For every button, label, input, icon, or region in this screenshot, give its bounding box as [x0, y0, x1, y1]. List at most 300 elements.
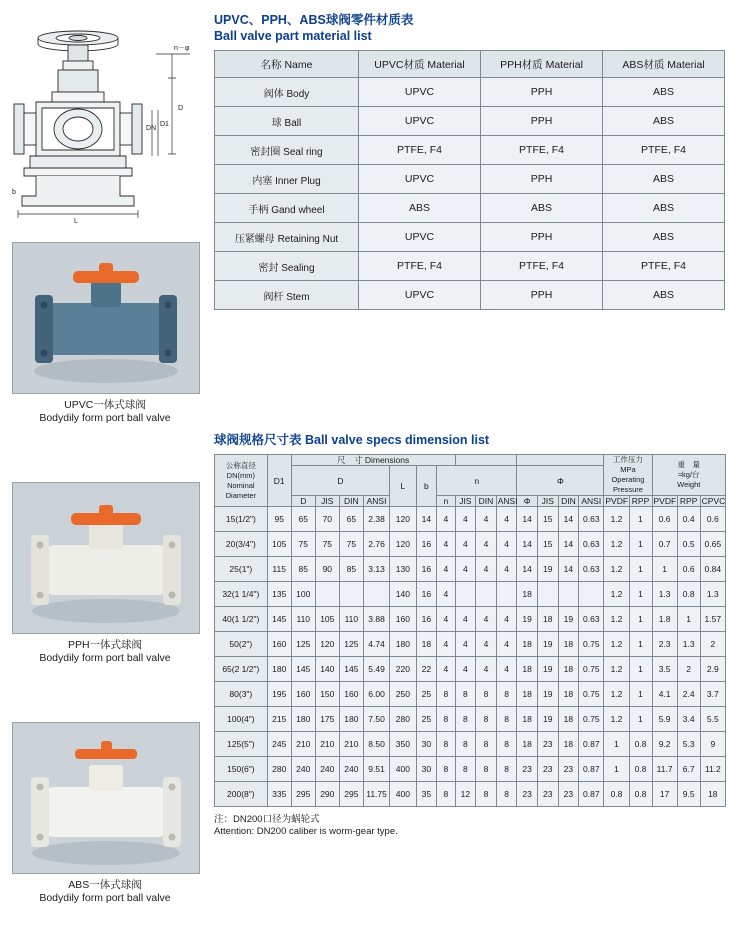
material-row-name: 阀体 Body	[215, 78, 359, 107]
dim-cell: 23	[517, 757, 538, 782]
dim-cell: 1.2	[604, 632, 629, 657]
dim-cell: 8	[496, 707, 517, 732]
table-row	[215, 532, 726, 557]
dim-cell: 16	[416, 607, 437, 632]
dim-cell: 9	[700, 732, 725, 757]
dim-cell: 245	[267, 732, 291, 757]
dim-cell: 0.75	[579, 632, 604, 657]
table-row	[215, 223, 725, 252]
dim-sub-d: D	[291, 496, 315, 507]
table-row	[215, 657, 726, 682]
dim-cell: 4	[455, 532, 476, 557]
material-title-en: Ball valve part material list	[214, 29, 372, 43]
dim-cell: 4	[437, 557, 455, 582]
dim-cell	[455, 582, 476, 607]
dim-cell: 3.88	[363, 607, 389, 632]
dim-cell: 4	[476, 557, 497, 582]
dim-cell: 105	[267, 532, 291, 557]
dim-sub-d-jis: JIS	[315, 496, 339, 507]
dim-cell: 85	[291, 557, 315, 582]
material-cell: ABS	[359, 194, 481, 223]
dim-cell: 130	[390, 557, 416, 582]
material-cell: ABS	[603, 165, 725, 194]
dim-cell: 350	[390, 732, 416, 757]
dim-cell: 125	[291, 632, 315, 657]
dim-cell: 135	[267, 582, 291, 607]
dim-cell: 1	[629, 657, 652, 682]
material-title-cn: UPVC、PPH、ABS球阀零件材质表	[214, 13, 414, 27]
dim-cell: 180	[267, 657, 291, 682]
dim-cell: 4	[455, 507, 476, 532]
dim-header-phi-group: Φ	[517, 466, 604, 496]
dim-cell: 150	[315, 682, 339, 707]
dim-cell: 295	[339, 782, 363, 807]
dim-cell: 180	[339, 707, 363, 732]
dim-cell: 3.5	[652, 657, 677, 682]
dim-cell: 8	[476, 682, 497, 707]
table-row	[215, 136, 725, 165]
dim-cell: 18	[558, 632, 579, 657]
dim-cell: 0.75	[579, 657, 604, 682]
dim-cell: 5.3	[677, 732, 700, 757]
dim-cell: 35	[416, 782, 437, 807]
dim-cell: 0.8	[629, 757, 652, 782]
dim-cell: 280	[390, 707, 416, 732]
dim-cell: 160	[390, 607, 416, 632]
dim-cell: 0.5	[677, 532, 700, 557]
dim-row-size: 50(2")	[215, 632, 268, 657]
dim-cell: 1	[677, 607, 700, 632]
dim-cell: 11.7	[652, 757, 677, 782]
dim-cell: 0.87	[579, 732, 604, 757]
dim-cell: 8	[437, 682, 455, 707]
dim-cell: 14	[558, 557, 579, 582]
dim-cell: 4	[476, 532, 497, 557]
material-header-abs: ABS材质 Material	[603, 51, 725, 78]
dim-cell: 140	[390, 582, 416, 607]
dim-cell	[476, 582, 497, 607]
dim-cell: 4	[437, 532, 455, 557]
dim-cell: 1	[629, 582, 652, 607]
dim-cell: 0.7	[652, 532, 677, 557]
dim-cell: 0.6	[677, 557, 700, 582]
dim-header-pressure: 工作压力 MPa Operating Pressure	[604, 455, 652, 496]
dim-cell: 1	[629, 682, 652, 707]
material-row-name: 密封 Sealing	[215, 252, 359, 281]
dim-cell	[537, 582, 558, 607]
dim-cell: 1.2	[604, 557, 629, 582]
material-row-name: 密封圈 Seal ring	[215, 136, 359, 165]
dim-cell: 0.63	[579, 532, 604, 557]
dim-cell: 180	[291, 707, 315, 732]
material-cell: ABS	[603, 78, 725, 107]
dim-cell: 4	[496, 507, 517, 532]
material-cell: UPVC	[359, 107, 481, 136]
dim-cell: 19	[537, 707, 558, 732]
dim-sub-n-jis: JIS	[455, 496, 476, 507]
dim-cell: 19	[537, 557, 558, 582]
dim-cell: 175	[315, 707, 339, 732]
dim-cell: 215	[267, 707, 291, 732]
dim-cell: 0.63	[579, 557, 604, 582]
dim-sub-w-pvdf: PVDF	[653, 496, 677, 506]
dim-cell: 290	[315, 782, 339, 807]
table-row	[215, 165, 725, 194]
material-header-upvc: UPVC材质 Material	[359, 51, 481, 78]
dimension-note	[214, 814, 731, 838]
dim-cell: 160	[267, 632, 291, 657]
dim-cell: 18	[558, 707, 579, 732]
material-header-name: 名称 Name	[215, 51, 359, 78]
dim-cell: 18	[517, 732, 538, 757]
dim-cell: 140	[315, 657, 339, 682]
dim-cell: 4	[476, 607, 497, 632]
dim-sub-d-ansi: ANSI	[363, 496, 389, 507]
dim-cell: 23	[537, 732, 558, 757]
dim-row-size: 65(2 1/2")	[215, 657, 268, 682]
dim-cell: 70	[315, 507, 339, 532]
photo-caption-upvc	[12, 399, 198, 425]
dim-cell: 110	[291, 607, 315, 632]
dim-cell: 16	[416, 557, 437, 582]
dim-cell: 4	[455, 557, 476, 582]
dim-cell: 240	[339, 757, 363, 782]
material-cell: UPVC	[359, 281, 481, 310]
dim-cell: 1.3	[700, 582, 725, 607]
material-cell: ABS	[603, 223, 725, 252]
material-header-pph: PPH材质 Material	[481, 51, 603, 78]
dim-sub-n: n	[437, 496, 455, 507]
dim-cell: 17	[652, 782, 677, 807]
photo-block-upvc	[12, 242, 198, 425]
dim-cell: 8	[496, 732, 517, 757]
table-row	[215, 557, 726, 582]
dim-header-d1: D1	[267, 455, 291, 507]
dim-cell: 3.7	[700, 682, 725, 707]
dim-cell: 2	[677, 657, 700, 682]
material-cell: PPH	[481, 223, 603, 252]
dim-cell: 2	[700, 632, 725, 657]
dim-cell: 6.00	[363, 682, 389, 707]
dim-cell: 105	[315, 607, 339, 632]
dim-cell: 18	[558, 732, 579, 757]
dim-cell: 23	[558, 782, 579, 807]
drawing-label-d: D	[178, 105, 184, 112]
material-cell: UPVC	[359, 78, 481, 107]
material-row-name: 内塞 Inner Plug	[215, 165, 359, 194]
dim-cell: 18	[517, 632, 538, 657]
dimension-table	[214, 454, 726, 807]
dim-row-size: 32(1 1/4")	[215, 582, 268, 607]
dim-cell: 4	[437, 657, 455, 682]
dim-cell: 14	[558, 507, 579, 532]
table-row	[215, 107, 725, 136]
drawing-label-l: L	[74, 218, 78, 225]
dim-sub-phi: Φ	[517, 496, 538, 507]
dim-header-weight: 重 量 ≈kg/台 Weight	[652, 455, 726, 496]
dim-cell: 16	[416, 532, 437, 557]
dim-row-size: 40(1 1/2")	[215, 607, 268, 632]
material-row-name: 球 Ball	[215, 107, 359, 136]
table-row	[215, 281, 725, 310]
dim-cell: 11.75	[363, 782, 389, 807]
dim-cell: 0.87	[579, 757, 604, 782]
caption-cn: ABS一体式球阀	[68, 879, 142, 891]
material-row-name: 手柄 Gand wheel	[215, 194, 359, 223]
dim-cell: 9.51	[363, 757, 389, 782]
dim-cell: 23	[537, 782, 558, 807]
dim-cell: 1.2	[604, 532, 629, 557]
dim-cell: 295	[291, 782, 315, 807]
dim-cell: 23	[517, 782, 538, 807]
dim-cell: 1.57	[700, 607, 725, 632]
dim-cell: 4	[476, 632, 497, 657]
dim-cell: 75	[291, 532, 315, 557]
dim-row-size: 150(6")	[215, 757, 268, 782]
material-section-title	[214, 12, 731, 28]
dim-cell: 0.8	[629, 732, 652, 757]
dim-cell: 85	[339, 557, 363, 582]
dim-cell	[339, 582, 363, 607]
dim-cell: 18	[558, 682, 579, 707]
dim-cell: 15	[537, 532, 558, 557]
dim-cell: 19	[537, 657, 558, 682]
dim-cell: 4.74	[363, 632, 389, 657]
dim-cell: 4	[455, 632, 476, 657]
dim-cell: 145	[291, 657, 315, 682]
dim-cell: 160	[339, 682, 363, 707]
dim-header-d-group: D	[291, 466, 389, 496]
material-cell: PTFE, F4	[603, 252, 725, 281]
dim-header-b: b	[416, 466, 437, 507]
dim-cell: 1	[629, 532, 652, 557]
dim-cell: 6.7	[677, 757, 700, 782]
photo-pph	[12, 482, 200, 634]
dim-cell: 19	[537, 682, 558, 707]
note-cn: 注：DN200口径为蜗轮式	[214, 814, 320, 825]
dim-cell: 65	[291, 507, 315, 532]
right-column	[214, 0, 731, 310]
dim-cell: 18	[517, 582, 538, 607]
dim-sub-n-ansi: ANSI	[497, 496, 518, 506]
drawing-label-b: b	[12, 189, 16, 196]
dim-cell: 120	[390, 507, 416, 532]
table-row	[215, 507, 726, 532]
dim-cell: 18	[700, 782, 725, 807]
dim-sub-d-din: DIN	[339, 496, 363, 507]
table-row	[215, 582, 726, 607]
dim-cell: 400	[390, 782, 416, 807]
dim-cell: 335	[267, 782, 291, 807]
dim-cell: 8	[496, 757, 517, 782]
dim-cell: 65	[339, 507, 363, 532]
dim-cell: 125	[339, 632, 363, 657]
dim-cell	[558, 582, 579, 607]
dim-cell: 19	[558, 607, 579, 632]
dim-header-dimensions: 尺 寸 Dimensions	[291, 455, 455, 466]
dim-cell	[579, 582, 604, 607]
table-header-row	[215, 51, 725, 78]
dim-cell: 0.6	[652, 507, 677, 532]
caption-en: Bodydily form port ball valve	[39, 652, 171, 664]
dim-cell: 1.2	[604, 607, 629, 632]
dim-cell: 3.4	[677, 707, 700, 732]
material-cell: PPH	[481, 78, 603, 107]
dim-cell: 14	[517, 532, 538, 557]
dim-cell: 18	[558, 657, 579, 682]
dim-cell: 8	[437, 707, 455, 732]
dim-cell: 8.50	[363, 732, 389, 757]
dim-header-l: L	[390, 466, 416, 507]
dim-cell: 280	[267, 757, 291, 782]
dim-cell: 8	[437, 782, 455, 807]
dim-cell: 14	[517, 557, 538, 582]
dim-cell: 2.3	[652, 632, 677, 657]
dim-cell: 1.3	[677, 632, 700, 657]
dim-cell: 210	[291, 732, 315, 757]
dim-cell: 5.9	[652, 707, 677, 732]
dim-cell: 8	[455, 732, 476, 757]
dim-cell: 8	[476, 757, 497, 782]
photo-caption-pph	[12, 639, 198, 665]
dim-cell: 4	[476, 657, 497, 682]
dim-cell: 2.4	[677, 682, 700, 707]
dim-cell: 11.2	[700, 757, 725, 782]
table-row	[215, 732, 726, 757]
dim-cell: 4	[437, 607, 455, 632]
dim-cell: 12	[455, 782, 476, 807]
dim-cell: 18	[537, 607, 558, 632]
dim-cell: 19	[517, 607, 538, 632]
dim-cell: 95	[267, 507, 291, 532]
dim-cell: 4	[496, 632, 517, 657]
dim-cell: 8	[455, 707, 476, 732]
dim-cell: 8	[496, 782, 517, 807]
dim-cell: 195	[267, 682, 291, 707]
photo-block-abs	[12, 722, 198, 905]
dim-cell: 1	[629, 707, 652, 732]
table-row	[215, 682, 726, 707]
dim-cell	[363, 582, 389, 607]
dim-cell: 4	[455, 607, 476, 632]
dim-cell: 8	[437, 757, 455, 782]
dim-cell: 1.2	[604, 707, 629, 732]
dim-row-size: 15(1/2")	[215, 507, 268, 532]
dim-cell: 14	[517, 507, 538, 532]
dim-cell: 25	[416, 682, 437, 707]
material-cell: PTFE, F4	[359, 252, 481, 281]
dim-cell: 4	[437, 582, 455, 607]
dim-cell: 250	[390, 682, 416, 707]
material-section-subtitle	[214, 28, 731, 44]
dim-cell: 90	[315, 557, 339, 582]
dim-cell: 4	[496, 532, 517, 557]
dim-header-n-group: n	[437, 466, 517, 496]
dim-cell: 0.87	[579, 782, 604, 807]
caption-cn: PPH一体式球阀	[67, 639, 143, 651]
dim-cell: 0.63	[579, 607, 604, 632]
dim-cell: 1	[629, 557, 652, 582]
dim-sub-phi-jis: JIS	[537, 496, 558, 507]
dim-cell: 19	[537, 632, 558, 657]
material-cell: ABS	[603, 107, 725, 136]
material-cell: PTFE, F4	[603, 136, 725, 165]
dim-header-n-top	[455, 455, 517, 466]
dim-cell: 145	[267, 607, 291, 632]
dim-cell: 4	[496, 607, 517, 632]
dim-cell: 4	[437, 507, 455, 532]
dim-cell: 1.2	[604, 582, 629, 607]
photo-upvc	[12, 242, 200, 394]
dim-sub-w-rpp: RPP	[677, 496, 700, 507]
dim-cell: 30	[416, 757, 437, 782]
dim-cell: 2.38	[363, 507, 389, 532]
table-row	[215, 78, 725, 107]
dim-cell: 4	[476, 507, 497, 532]
caption-en: Bodydily form port ball valve	[39, 892, 171, 904]
dim-cell: 210	[315, 732, 339, 757]
material-cell: PPH	[481, 107, 603, 136]
dim-cell: 1.2	[604, 657, 629, 682]
dim-cell: 1	[652, 557, 677, 582]
dim-sub-n-din: DIN	[476, 496, 497, 507]
dim-cell: 0.8	[629, 782, 652, 807]
dim-cell: 0.75	[579, 682, 604, 707]
dim-cell: 9.5	[677, 782, 700, 807]
dim-cell: 75	[339, 532, 363, 557]
dim-cell: 8	[476, 732, 497, 757]
dim-cell: 1.2	[604, 507, 629, 532]
dimension-section-title: 球阀规格尺寸表 Ball valve specs dimension list	[214, 433, 490, 447]
caption-en: Bodydily form port ball valve	[39, 412, 171, 424]
dim-cell: 1	[604, 732, 629, 757]
dim-cell: 210	[339, 732, 363, 757]
material-cell: PTFE, F4	[481, 252, 603, 281]
dim-sub-p-pvdf: PVDF	[605, 496, 629, 506]
dim-cell: 0.4	[677, 507, 700, 532]
dim-cell: 1.2	[604, 682, 629, 707]
dim-cell: 4	[455, 657, 476, 682]
dim-cell: 9.2	[652, 732, 677, 757]
dim-cell: 3.13	[363, 557, 389, 582]
material-cell: UPVC	[359, 223, 481, 252]
dim-cell: 120	[315, 632, 339, 657]
dim-cell: 18	[517, 707, 538, 732]
dim-cell: 23	[537, 757, 558, 782]
dim-cell: 18	[517, 682, 538, 707]
dim-row-size: 20(3/4")	[215, 532, 268, 557]
dim-cell: 2.76	[363, 532, 389, 557]
dim-cell: 0.84	[700, 557, 725, 582]
dim-cell: 16	[416, 582, 437, 607]
dim-cell: 5.49	[363, 657, 389, 682]
dim-cell: 8	[455, 682, 476, 707]
dim-cell: 7.50	[363, 707, 389, 732]
dim-cell: 4	[437, 632, 455, 657]
table-row	[215, 707, 726, 732]
dim-cell: 110	[339, 607, 363, 632]
dim-cell: 115	[267, 557, 291, 582]
material-cell: ABS	[481, 194, 603, 223]
table-row	[215, 194, 725, 223]
dim-cell: 22	[416, 657, 437, 682]
material-cell: PTFE, F4	[359, 136, 481, 165]
dim-cell: 18	[517, 657, 538, 682]
material-cell: ABS	[603, 194, 725, 223]
caption-cn: UPVC一体式球阀	[64, 399, 146, 411]
dim-cell: 100	[291, 582, 315, 607]
photo-caption-abs	[12, 879, 198, 905]
